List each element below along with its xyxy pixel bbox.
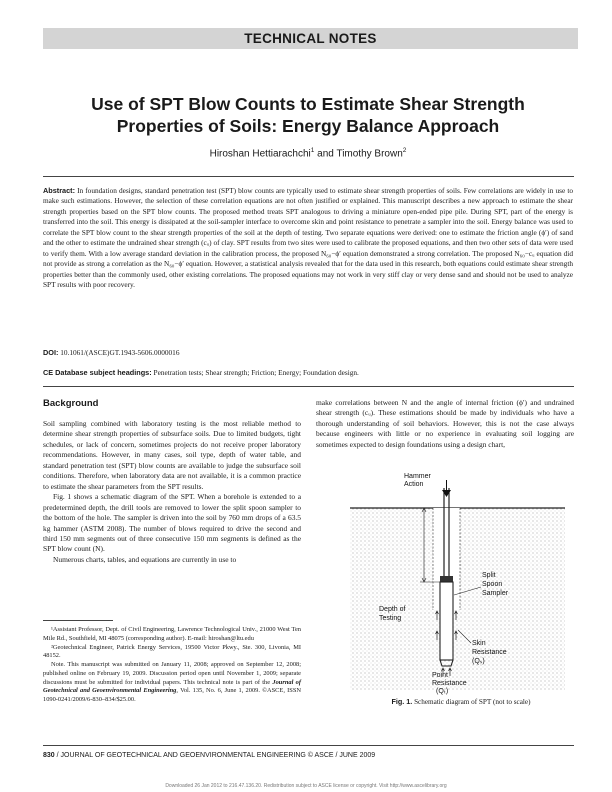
journal-footer: / JOURNAL OF GEOTECHNICAL AND GEOENVIRONMENTAL ENGINEERING © ASCE / JUNE 2009: [54, 752, 376, 759]
split-spoon-sampler: [440, 582, 453, 660]
footnote-2: ²Geotechnical Engineer, Patrick Energy Services, 19500 Victor Pkwy., Ste. 300, Livonia, MI 48152.: [43, 643, 301, 660]
abstract-text: In foundation designs, standard penetration test (SPT) blow counts are typically used to estimate shear strength properties of soils. Few correlations are widely in use to make such estimations. However, the selection of these correlation equations are not often justified or explained. This manuscript describes a new approach to estimate the shear strength properties based on the SPT blow counts. The proposed method treats SPT analogous to driving a miniature open-ended pipe pile. During SPT, part of the energy is transferred into the soil. This energy is dissipated at the soil-sampler interface to overcome skin and point resistance to penetrate a sampler into the soil. Energy balance was used to correlate the SPT blow count to the shear strength properties of the soil at the depth of testing. Two separate equations were derived: one to estimate the friction angle (ϕ′) of sand and the other to estimate the undrained shear strength (cᵤ) of clay. SPT results from two sites were used to calibrate the proposed equations, and then two other sets of data were used to verify them. With a low average standard deviation in the calibration process, the proposed N₆₀−ϕ′ equation demonstrated a strong correlation. The proposed N₆₀−cᵤ equation did not provide as strong a correlation as the N₆₀−ϕ′ equation. However, a statistical analysis revealed that for the data used in this research, both equations could estimate shear strength properties better than the commonly used, other existing correlations. The proposed equations may not work in very stiff clay or very dense sand and should not be used to analyze SPT results with poor recovery.: [43, 186, 573, 290]
label-point-2: Resistance: [432, 680, 467, 687]
author-list: [43, 147, 573, 159]
abstract: [43, 186, 573, 291]
subject-headings-label: CE Database subject headings:: [43, 368, 152, 377]
left-column: [43, 398, 301, 565]
footnote-1: ¹Assistant Professor, Dept. of Civil Engineering, Lawrence Technological Univ., 21000 West Ten Mile Rd., Southfield, MI 48075 (corresponding author). E-mail: hiroshan@ltu.edu: [43, 626, 301, 642]
download-notice: Downloaded 26 Jan 2012 to 216.47.136.20. Redistribution subject to ASCE license or copyright. Visit http://www.ascelibrary.org: [165, 783, 447, 789]
banner-label: TECHNICAL NOTES: [244, 31, 377, 46]
note-text-a: Note. This manuscript was submitted on January 11, 2008; approved on September 12, 2008; published online on February 19, 2009. Discussion period open until November 1, 2009; separate discussions must be submitted for individual papers. This technical note is part of the: [43, 661, 301, 686]
doi-link[interactable]: 10.1061/(ASCE)GT.1943-5606.0000016: [60, 348, 180, 357]
spt-schematic-figure: [340, 473, 575, 695]
body-text-left: [43, 419, 301, 565]
title-line-1: Use of SPT Blow Counts to Estimate Shear Strength: [91, 94, 525, 114]
section-banner: [43, 28, 578, 49]
section-heading-background: Background: [43, 398, 99, 409]
sampler-coupling: [440, 576, 453, 582]
author-1-name: Hiroshan Hettiarachchi: [209, 148, 311, 160]
subject-headings-text: Penetration tests; Shear strength; Friction; Energy; Foundation design.: [153, 368, 359, 377]
subject-headings: [43, 368, 573, 377]
caption-label: Fig. 1.: [391, 697, 413, 706]
footnote-divider: [43, 620, 113, 621]
submission-note: [43, 661, 301, 705]
label-depth-2: Testing: [379, 615, 402, 622]
top-divider: [43, 176, 574, 177]
note-text-b: , Vol. 135, No. 6, June 1, 2009. ©ASCE, ISSN 1090-0241/2009/6-830–834/$25.00.: [43, 687, 301, 703]
caption-text: Schematic diagram of SPT (not to scale): [412, 698, 531, 706]
footer-divider: [43, 745, 574, 746]
hammer-arrow-head: [442, 490, 451, 497]
author-1-sup: 1: [310, 147, 315, 154]
paragraph-3: Numerous charts, tables, and equations are currently in use to: [53, 554, 237, 564]
page-number: 830: [43, 752, 55, 759]
label-skin-3: (Qₛ): [472, 658, 485, 665]
label-depth-1: Depth of: [379, 606, 406, 613]
label-hammer-2: Action: [404, 481, 424, 488]
title-line-2: Properties of Soils: Energy Balance Approach: [116, 116, 500, 136]
paragraph-1: Soil sampling combined with laboratory testing is the most reliable method to determine shear strength properties of subsurface soils. Due to limited budgets, tight schedules, or lack of concern, sometimes projects do not receive proper laboratory recommendations. However, in many cases, soil type, depth of water table, and standard penetration test (SPT) blow counts are available to judge the subsurface soil conditions. Therefore, when laboratory data are not available, it is a common practice to estimate the shear parameters from the SPT results.: [43, 419, 301, 491]
author-2-name: and Timothy Brown: [314, 148, 403, 160]
right-column-text: make correlations between N and the angle of internal friction (ϕ′) and undrained shear strength (cᵤ). These estimations should be made by individuals who have a thorough understanding of soil behaviors. However, this is not the case always because engineers with little or no experience in evaluating soil logging are sometimes expected to design foundations using a design chart,: [316, 398, 574, 449]
note-journal: Journal of Geotechnical and Geoenvironmental Engineering: [43, 678, 301, 695]
abstract-label: Abstract:: [43, 186, 76, 195]
label-point-3: (Qₜ): [436, 688, 449, 695]
label-hammer-1: Hammer: [404, 473, 431, 480]
paper-title: [43, 93, 573, 137]
figure-caption: [350, 697, 572, 706]
doi-label: DOI:: [43, 348, 59, 357]
label-split-2: Spoon: [482, 581, 503, 588]
label-skin-2: Resistance: [472, 649, 507, 656]
label-skin-1: Skin: [472, 640, 486, 647]
page-footer: [43, 752, 375, 759]
paragraph-2: Fig. 1 shows a schematic diagram of the SPT. When a borehole is extended to a predetermined depth, the drill tools are removed to lower the split spoon sampler to the bottom of the hole. The sampler is driven into the soil by 760 mm drops of a 63.5 kg hammer (ASTM 2008). The number of blows required to drive the second and third 150 mm segments out of three consecutive 150 mm segments is defined as the SPT blow count (N).: [43, 492, 301, 554]
label-point-1: Point: [432, 672, 448, 679]
label-split-1: Split: [482, 572, 496, 579]
label-split-3: Sampler: [482, 590, 509, 597]
footnotes: [43, 626, 301, 705]
abstract-bottom-divider: [43, 386, 574, 387]
doi-line: [43, 348, 573, 357]
author-2-sup: 2: [402, 147, 407, 154]
